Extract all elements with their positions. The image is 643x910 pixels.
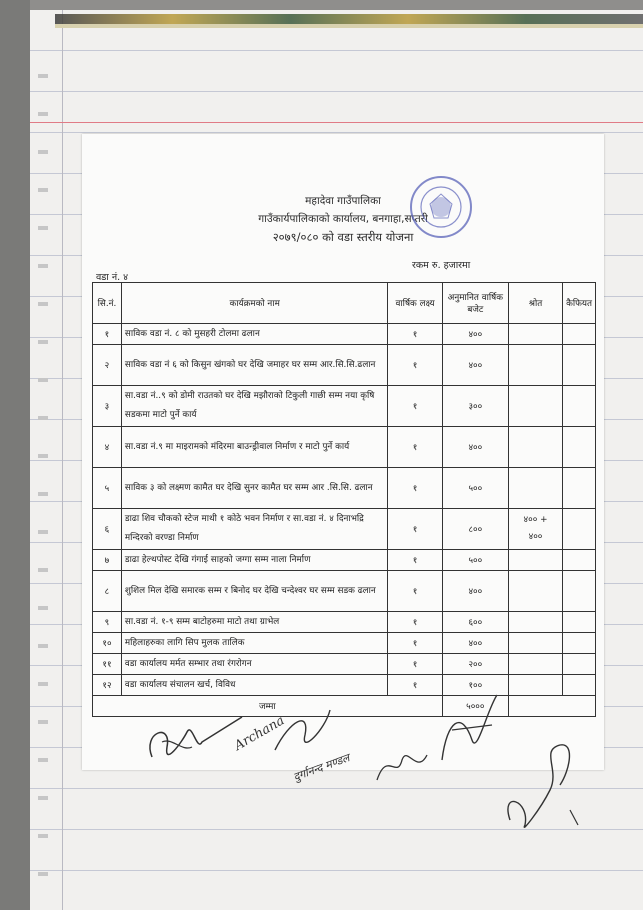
signature-4-icon — [372, 740, 432, 790]
table-row — [93, 550, 596, 571]
cell-remarks — [563, 427, 596, 468]
total-budget: ५००० — [442, 696, 508, 717]
cell-target: १ — [388, 571, 442, 612]
ward-label: वडा नं. ४ — [96, 272, 129, 283]
table-row — [93, 675, 596, 696]
notebook-margin-line — [62, 10, 63, 910]
cell-sn: ७ — [93, 550, 122, 571]
cell-remarks — [563, 633, 596, 654]
plan-table — [92, 282, 596, 717]
cell-source — [508, 386, 562, 427]
signature-6-icon — [500, 730, 590, 840]
cell-budget: १०० — [442, 675, 508, 696]
cell-program: वडा कार्यालय संचालन खर्च, विविध — [121, 675, 388, 696]
cell-source — [508, 427, 562, 468]
cell-sn: १ — [93, 324, 122, 345]
cell-target: १ — [388, 633, 442, 654]
cell-sn: ९ — [93, 612, 122, 633]
document-header — [82, 192, 604, 246]
cell-budget: ५०० — [442, 468, 508, 509]
cell-budget: ४०० — [442, 633, 508, 654]
signature-3: दुर्गानन्द मण्डल — [291, 751, 352, 784]
cell-remarks — [563, 345, 596, 386]
cell-target: १ — [388, 345, 442, 386]
cell-program: सा.वडा नं.९ मा माइरामको मंदिरमा बाउन्ड्रीवाल निर्माण र माटो पुर्ने कार्य — [121, 427, 388, 468]
col-header-budget: अनुमानित वार्षिक बजेट — [442, 283, 508, 324]
cell-program: साविक वडा नं ६ को किसुन खंगको घर देखि जमाहर घर सम्म आर.सि.सि.ढलान — [121, 345, 388, 386]
cell-budget: ५०० — [442, 550, 508, 571]
cell-program: शुशिल मिल देखि समारक सम्म र बिनोद घर देखि चन्देश्वर घर सम्म सडक ढलान — [121, 571, 388, 612]
table-row — [93, 509, 596, 550]
cell-source — [508, 675, 562, 696]
total-empty — [508, 696, 595, 717]
cell-source — [508, 468, 562, 509]
cell-budget: २०० — [442, 654, 508, 675]
office-name: गाउँकार्यपालिकाको कार्यालय, बनगाहा,सप्तरी — [258, 213, 428, 225]
table-row — [93, 386, 596, 427]
col-header-sn: सि.नं. — [93, 283, 122, 324]
cell-target: १ — [388, 550, 442, 571]
cell-program: सा.वडा नं. १-९ सम्म बाटोहरुमा माटो तथा ग्राभेल — [121, 612, 388, 633]
cell-sn: ८ — [93, 571, 122, 612]
cell-source — [508, 550, 562, 571]
document-title: २०७९/०८० को वडा स्तरीय योजना — [272, 230, 414, 244]
table-row — [93, 612, 596, 633]
cell-program: महिलाहरुका लागि सिप मुलक तालिक — [121, 633, 388, 654]
cell-program: साविक ३ को लक्ष्मण कामैत घर देखि सुनर कामैत घर सम्म आर .सि.सि. ढलान — [121, 468, 388, 509]
table-row — [93, 633, 596, 654]
cell-program: डाढा शिव चौकको स्टेज माथी १ कोठे भवन निर्माण र सा.वडा नं. ४ दिनाभद्रि मन्दिरको वरण्डा निर्माण — [121, 509, 388, 550]
cell-remarks — [563, 654, 596, 675]
col-header-remarks: कैफियत — [563, 283, 596, 324]
cell-source — [508, 324, 562, 345]
table-header-row — [93, 283, 596, 324]
cell-budget: ८०० — [442, 509, 508, 550]
cell-target: १ — [388, 427, 442, 468]
cell-budget: ४०० — [442, 571, 508, 612]
col-header-program: कार्यक्रमको नाम — [121, 283, 388, 324]
cell-target: १ — [388, 675, 442, 696]
cell-source — [508, 571, 562, 612]
cell-target: १ — [388, 324, 442, 345]
cell-remarks — [563, 612, 596, 633]
signature-2-mark-icon — [270, 700, 340, 760]
signature-2: Archana — [231, 713, 288, 754]
cell-remarks — [563, 324, 596, 345]
office-seal-icon — [408, 174, 474, 240]
cell-remarks — [563, 550, 596, 571]
cell-target: १ — [388, 468, 442, 509]
cell-program: सा.वडा नं..९ को डोमी राउतको घर देखि मझौराको टिकुली गाछी सम्म नया कृषि सडकमा माटो पुर्ने कार्य — [121, 386, 388, 427]
cell-sn: २ — [93, 345, 122, 386]
cell-source — [508, 633, 562, 654]
cell-remarks — [563, 675, 596, 696]
municipality-name: महादेवा गाउँपालिका — [305, 195, 381, 207]
cell-budget: ६०० — [442, 612, 508, 633]
notebook-spine — [55, 14, 643, 24]
col-header-target: वार्षिक लक्ष्य — [388, 283, 442, 324]
cell-source — [508, 345, 562, 386]
scan-left-edge — [0, 0, 30, 910]
cell-remarks — [563, 468, 596, 509]
cell-sn: ३ — [93, 386, 122, 427]
cell-budget: ४०० — [442, 345, 508, 386]
cell-sn: ६ — [93, 509, 122, 550]
cell-remarks — [563, 509, 596, 550]
table-row — [93, 571, 596, 612]
cell-sn: १० — [93, 633, 122, 654]
cell-budget: ४०० — [442, 427, 508, 468]
plan-table-body — [93, 324, 596, 717]
table-row — [93, 345, 596, 386]
table-row — [93, 427, 596, 468]
cell-remarks — [563, 571, 596, 612]
cell-target: १ — [388, 509, 442, 550]
cell-program: साविक वडा नं. ८ को मुसहरी टोलमा ढलान — [121, 324, 388, 345]
cell-source — [508, 612, 562, 633]
table-row — [93, 654, 596, 675]
table-row — [93, 324, 596, 345]
cell-remarks — [563, 386, 596, 427]
plan-document — [82, 134, 604, 770]
cell-target: १ — [388, 386, 442, 427]
cell-source — [508, 509, 562, 550]
cell-program: डाढा हेल्थपोस्ट देखि गंगाई साहको जग्गा सम्म नाला निर्माण — [121, 550, 388, 571]
cell-sn: ११ — [93, 654, 122, 675]
cell-sn: ५ — [93, 468, 122, 509]
cell-sn: ४ — [93, 427, 122, 468]
notebook-red-line — [30, 122, 643, 123]
cell-target: १ — [388, 654, 442, 675]
table-row — [93, 468, 596, 509]
total-label: जम्मा — [93, 696, 443, 717]
cell-sn: १२ — [93, 675, 122, 696]
binding-holes — [38, 40, 48, 900]
col-header-source: श्रोत — [508, 283, 562, 324]
source-line: ४०० + — [523, 515, 548, 525]
cell-source — [508, 654, 562, 675]
cell-target: १ — [388, 612, 442, 633]
cell-budget: ४०० — [442, 324, 508, 345]
notebook-spine-edge — [55, 24, 643, 28]
cell-budget: ३०० — [442, 386, 508, 427]
unit-label: रकम रु. हजारमा — [412, 260, 471, 271]
cell-program: वडा कार्यालय मर्मत सम्भार तथा रंगरोगन — [121, 654, 388, 675]
source-line: ४०० — [528, 532, 543, 542]
